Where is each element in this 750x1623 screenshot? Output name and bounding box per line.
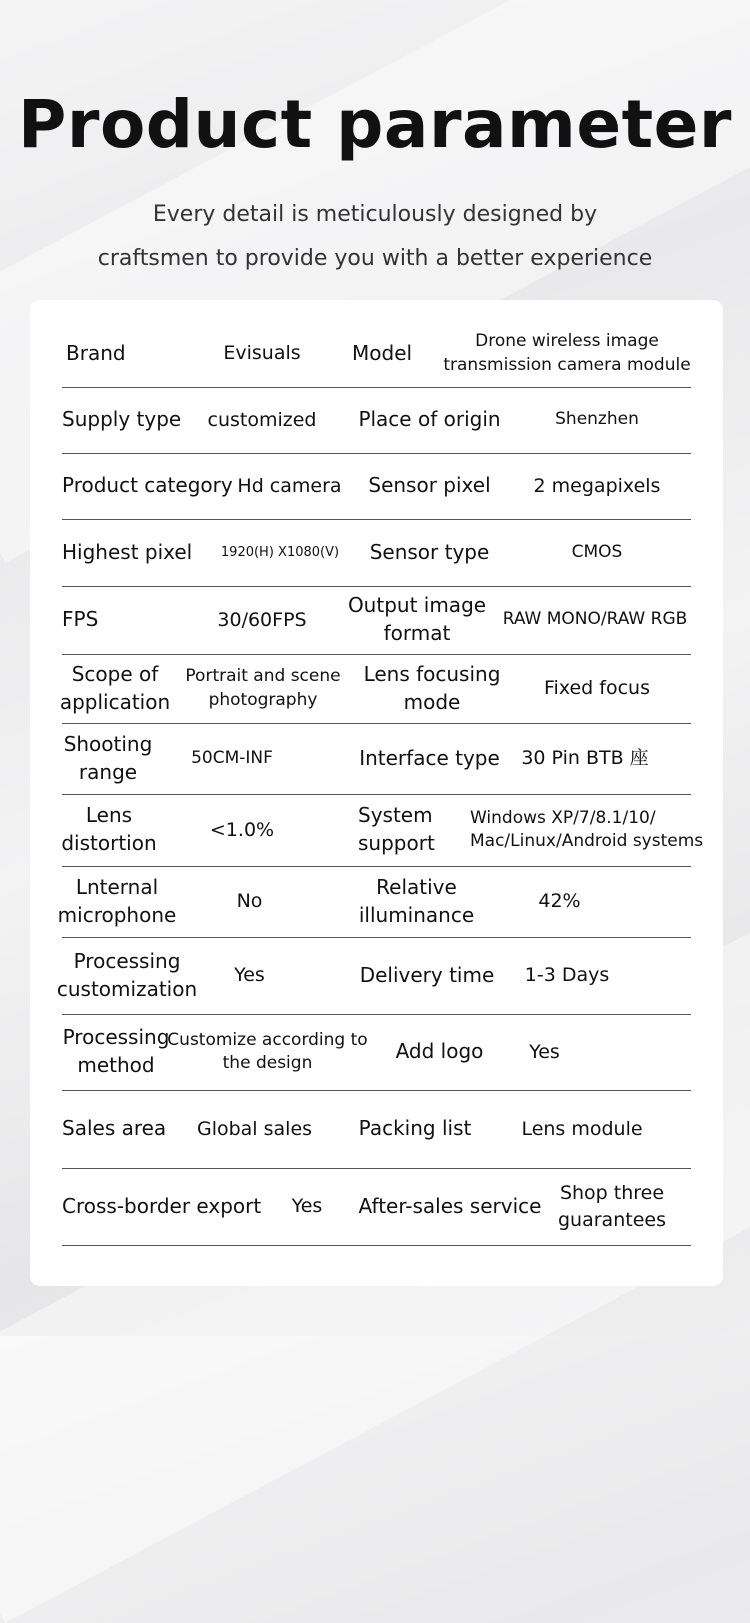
- param-value: 1920(H) X1080(V): [220, 544, 340, 560]
- param-label: Sensor type: [369, 539, 490, 564]
- table-row: [56, 937, 691, 1015]
- param-value: 42%: [538, 890, 581, 913]
- table-row: [59, 654, 691, 724]
- param-label: Sensor pixel: [368, 473, 491, 498]
- param-label: Brand: [66, 340, 126, 365]
- param-value: customized: [207, 408, 317, 431]
- param-value: 50CM-INF: [191, 747, 273, 768]
- param-value: Shenzhen: [555, 409, 639, 430]
- param-label: Interface type: [359, 745, 500, 770]
- param-value: Yes: [234, 964, 265, 987]
- table-row: [62, 519, 691, 587]
- table-row: [62, 1014, 691, 1091]
- param-label: Scope of application: [59, 661, 171, 714]
- table-row: [62, 586, 691, 655]
- table-row: [62, 453, 691, 520]
- param-label: Supply type: [62, 407, 182, 432]
- param-value: Hd camera: [237, 474, 342, 497]
- param-label: Product category: [62, 473, 233, 498]
- param-label: Packing list: [358, 1116, 472, 1141]
- param-value: Global sales: [196, 1117, 313, 1140]
- param-value: No: [236, 890, 263, 913]
- param-label: Lens distortion: [61, 803, 157, 855]
- param-value: CMOS: [571, 541, 623, 562]
- param-value: Customize according to the design: [167, 1029, 368, 1073]
- param-label: Add logo: [395, 1039, 484, 1064]
- param-label: Relative illuminance: [358, 874, 475, 927]
- param-value: Yes: [291, 1195, 323, 1218]
- param-value: <1.0%: [209, 818, 275, 841]
- param-label: Processing method: [62, 1025, 170, 1077]
- table-row: [57, 866, 691, 938]
- table-row: [62, 320, 691, 388]
- param-label: Sales area: [62, 1116, 167, 1141]
- param-label: Lens focusing mode: [363, 661, 501, 714]
- param-value: Fixed focus: [544, 677, 650, 700]
- table-row: [62, 1090, 691, 1169]
- param-value: 30/60FPS: [217, 608, 307, 631]
- table-row: [62, 723, 691, 795]
- param-value: Lens module: [521, 1117, 643, 1140]
- param-value: Windows XP/7/8.1/10/ Mac/Linux/Android systems: [470, 807, 704, 851]
- param-label: After-sales service: [358, 1193, 542, 1218]
- param-label: Output image format: [347, 593, 487, 645]
- table-row: [62, 387, 691, 454]
- page-title: Product parameter: [18, 86, 732, 163]
- param-label: Model: [352, 340, 413, 365]
- param-label: Place of origin: [358, 407, 501, 432]
- param-value: 30 Pin BTB 座: [521, 747, 649, 770]
- param-value: Portrait and scene photography: [185, 666, 341, 710]
- table-row: [61, 794, 704, 867]
- subtitle-line-2: craftsmen to provide you with a better experience: [97, 246, 653, 271]
- param-label: FPS: [62, 607, 99, 632]
- param-label: Processing customization: [56, 948, 198, 1001]
- table-row: [62, 1168, 691, 1246]
- param-label: Delivery time: [359, 962, 495, 987]
- param-value: 2 megapixels: [533, 474, 661, 497]
- param-value: 1-3 Days: [524, 964, 610, 987]
- param-label: Lnternal microphone: [57, 874, 177, 927]
- param-label: Shooting range: [63, 731, 153, 784]
- param-value: RAW MONO/RAW RGB: [502, 609, 688, 630]
- param-label: Highest pixel: [62, 539, 193, 564]
- param-label: System support: [358, 803, 435, 855]
- param-value: Evisuals: [223, 342, 301, 365]
- param-value: Yes: [529, 1040, 560, 1063]
- subtitle-line-1: Every detail is meticulously designed by: [152, 202, 598, 227]
- param-value: Shop three guarantees: [558, 1182, 666, 1231]
- param-label: Cross-border export: [62, 1193, 262, 1218]
- param-value: Drone wireless image transmission camera module: [443, 331, 691, 375]
